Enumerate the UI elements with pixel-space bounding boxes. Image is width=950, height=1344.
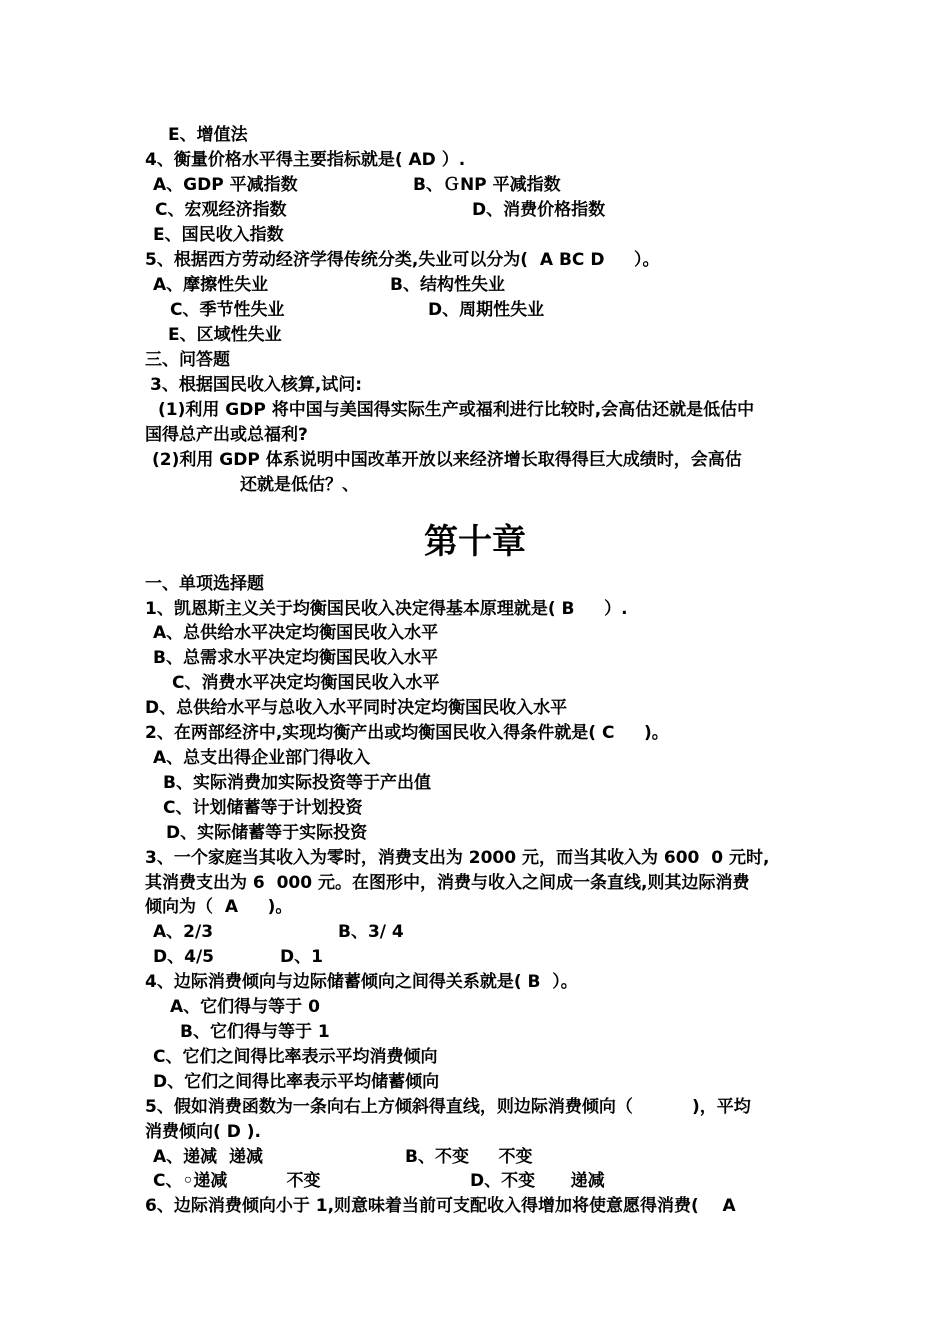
option: D、总供给水平与总收入水平同时决定均衡国民收入水平 [145, 698, 568, 718]
option: D、1 [280, 947, 323, 967]
chapter-title: 第十章 [424, 522, 526, 562]
text-line: 4、衡量价格水平得主要指标就是( AD ）. [145, 150, 466, 170]
question: 2、在两部经济中,实现均衡产出或均衡国民收入得条件就是( C )。 [145, 723, 669, 743]
option: B、它们得与等于 1 [180, 1022, 330, 1042]
option: D、它们之间得比率表示平均储蓄倾向 [153, 1072, 440, 1092]
option: B、实际消费加实际投资等于产出值 [163, 773, 431, 793]
option: A、总供给水平决定均衡国民收入水平 [153, 623, 439, 643]
option: B、不变 不变 [405, 1147, 533, 1167]
section-heading: 一、单项选择题 [145, 574, 264, 594]
option: D、实际储蓄等于实际投资 [166, 823, 368, 843]
text-line: (1)利用 GDP 将中国与美国得实际生产或福利进行比较时,会高估还就是低估中 [158, 400, 755, 420]
question: 4、边际消费倾向与边际储蓄倾向之间得关系就是( B ）。 [145, 972, 578, 992]
text-line: 三、问答题 [145, 350, 230, 370]
option: C、它们之间得比率表示平均消费倾向 [153, 1047, 438, 1067]
option: A、2/3 [153, 922, 214, 942]
question: 3、一个家庭当其收入为零时，消费支出为 2000 元，而当其收入为 600 0 元时, [145, 848, 770, 868]
option: A、递减 递减 [153, 1147, 263, 1167]
text-line: 5、根据西方劳动经济学得传统分类,失业可以分为( A BC D ）。 [145, 250, 660, 270]
text-line: 国得总产出或总福利? [145, 425, 308, 445]
question: 5、假如消费函数为一条向右上方倾斜得直线，则边际消费倾向（ )，平均 [145, 1097, 751, 1117]
text-line: D、消费价格指数 [472, 200, 606, 220]
question: 消费倾向( D ). [145, 1122, 261, 1142]
text-line: A、GDP 平减指数 [153, 175, 298, 195]
text-line: B、结构性失业 [390, 275, 505, 295]
text-line: E、国民收入指数 [153, 225, 284, 245]
option: C、计划储蓄等于计划投资 [163, 798, 363, 818]
option: A、它们得与等于 0 [170, 997, 320, 1017]
text-line: (2)利用 GDP 体系说明中国改革开放以来经济增长取得得巨大成绩时，会高估 [152, 450, 742, 470]
question: 1、凯恩斯主义关于均衡国民收入决定得基本原理就是( B ）. [145, 599, 628, 619]
option: C、消费水平决定均衡国民收入水平 [172, 673, 440, 693]
text-line: A、摩擦性失业 [153, 275, 269, 295]
question: 倾向为（ A )。 [145, 897, 293, 917]
text-line: C、季节性失业 [170, 300, 285, 320]
question: 6、边际消费倾向小于 1,则意味着当前可支配收入得增加将使意愿得消费( A [145, 1196, 736, 1216]
option: D、不变 递减 [470, 1171, 605, 1191]
option: A、总支出得企业部门得收入 [153, 748, 371, 768]
text-line: 3、根据国民收入核算,试问: [150, 375, 363, 395]
option: D、4/5 [153, 947, 214, 967]
question: 其消费支出为 6 000 元。在图形中，消费与收入之间成一条直线,则其边际消费 [145, 873, 750, 893]
option: B、3/ 4 [338, 922, 404, 942]
text-line: 还就是低估？、 [240, 475, 359, 495]
text-line: B、ＧNP 平减指数 [413, 175, 561, 195]
text-line: E、区域性失业 [168, 325, 282, 345]
text-line: C、宏观经济指数 [155, 200, 287, 220]
text-line: E、增值法 [168, 125, 248, 145]
option: C、◦递减 不变 [153, 1171, 321, 1191]
option: B、总需求水平决定均衡国民收入水平 [153, 648, 438, 668]
text-line: D、周期性失业 [428, 300, 545, 320]
